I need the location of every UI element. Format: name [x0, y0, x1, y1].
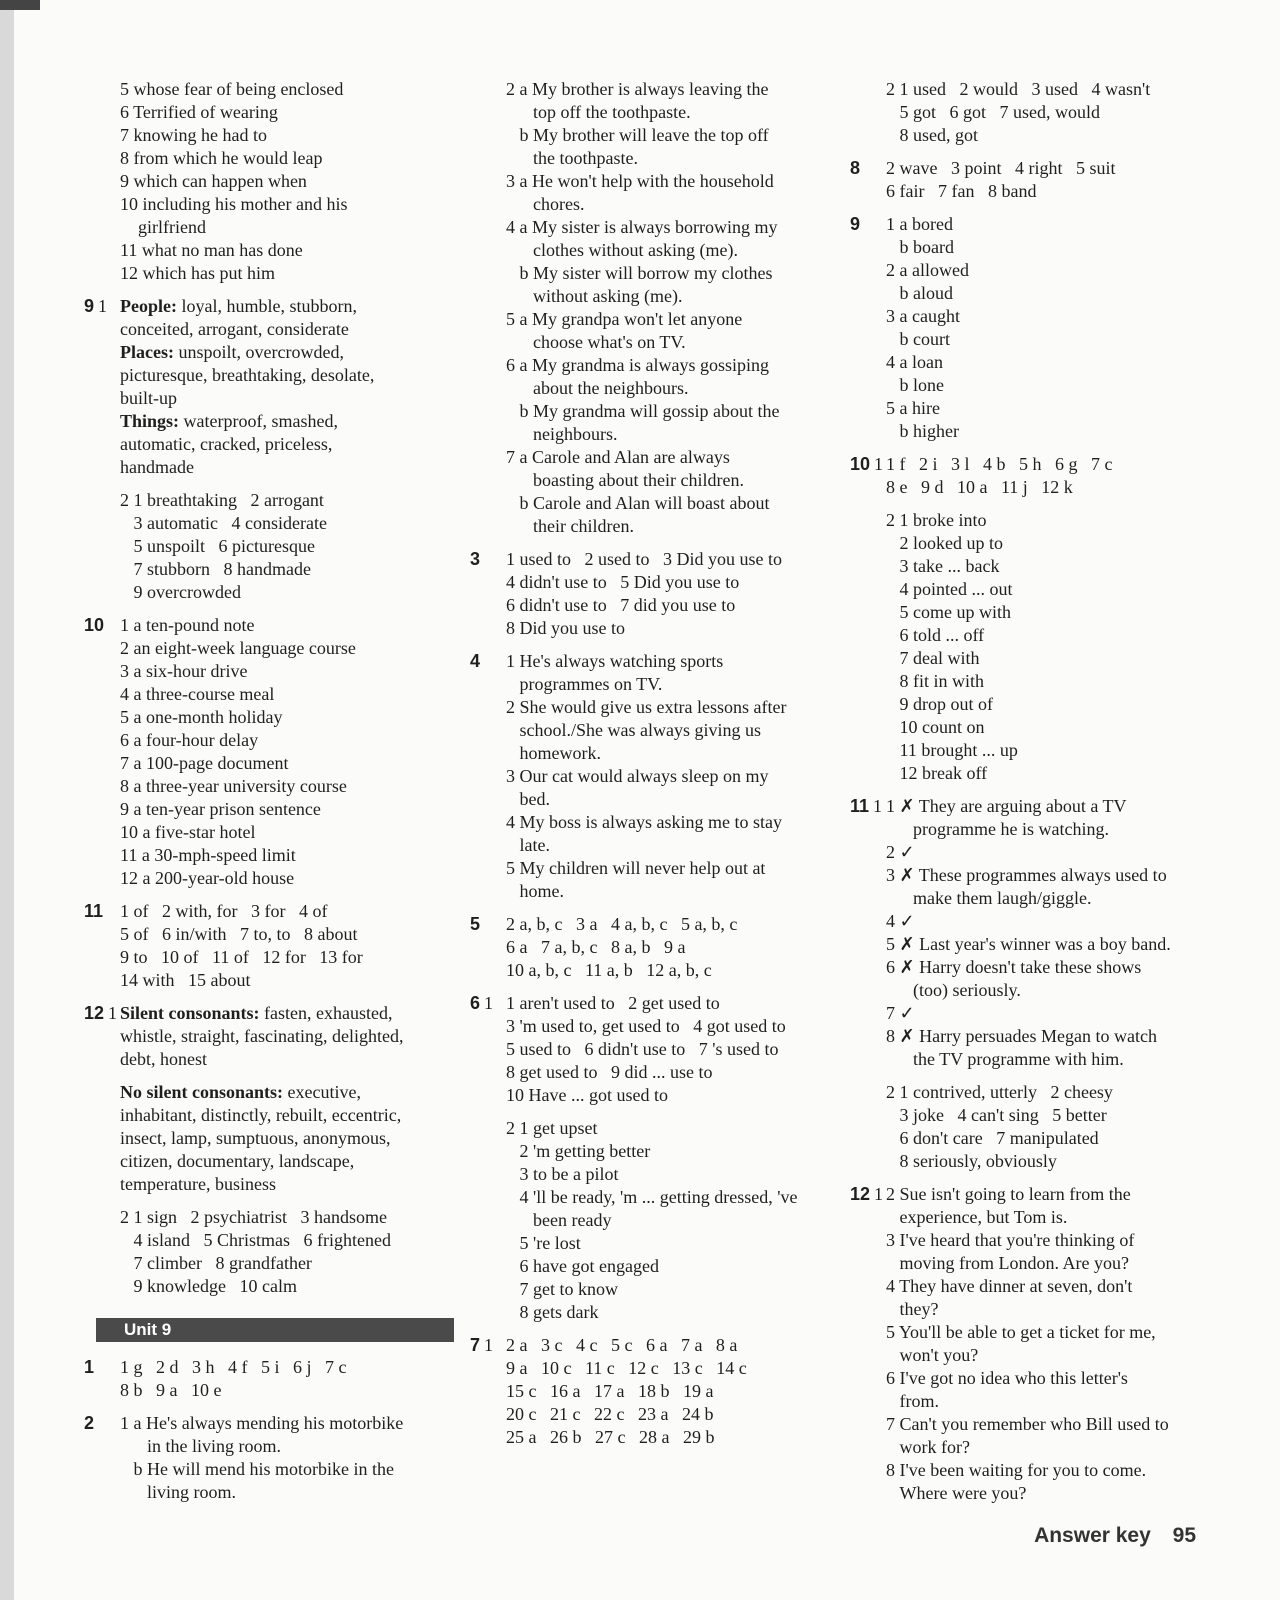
exercise-number: [850, 78, 886, 147]
answer-line: temperature, business: [120, 1174, 276, 1194]
answer-line: 9 a ten-year prison sentence: [120, 799, 321, 819]
answer-column-3: [850, 78, 1200, 1515]
answer-line: 2 Sue isn't going to learn from the: [886, 1184, 1131, 1204]
answer-line: programme he is watching.: [886, 819, 1109, 839]
answer-line: 9 overcrowded: [120, 582, 241, 602]
answer-line: 8 fit in with: [886, 671, 984, 691]
answer-line: programmes on TV.: [506, 674, 663, 694]
answer-section: [84, 1356, 454, 1402]
answer-line: 7 a 100-page document: [120, 753, 289, 773]
answer-line: from.: [886, 1391, 939, 1411]
answer-line: 2 ✓: [886, 842, 915, 862]
answer-line: 2 a 3 c 4 c 5 c 6 a 7 a 8 a: [506, 1335, 738, 1355]
answer-section: [850, 213, 1200, 443]
answer-line: 5 unspoilt 6 picturesque: [120, 536, 315, 556]
answer-line: 11 what no man has done: [120, 240, 303, 260]
answer-line: living room.: [120, 1482, 236, 1502]
exercise-number-text: 8: [850, 158, 861, 178]
answer-line: b higher: [886, 421, 959, 441]
answer-line: been ready: [506, 1210, 612, 1230]
answer-line: [120, 1071, 454, 1081]
answer-line: 4 didn't use to 5 Did you use to: [506, 572, 740, 592]
answer-line: b Carole and Alan will boast about: [506, 493, 770, 513]
exercise-number: [84, 78, 120, 285]
exercise-number-text: 12: [850, 1184, 871, 1204]
answer-section: [84, 489, 454, 604]
sub-exercise-number: 1: [873, 796, 883, 816]
answer-line: 6 I've got no idea who this letter's: [886, 1368, 1128, 1388]
answer-line: 2 wave 3 point 4 right 5 suit: [886, 158, 1116, 178]
exercise-number-text: 9: [84, 296, 95, 316]
answer-line: 6 told ... off: [886, 625, 985, 645]
answer-line: 3 a six-hour drive: [120, 661, 248, 681]
answer-column-2: [470, 78, 840, 1459]
exercise-number: [850, 213, 886, 443]
answer-line: clothes without asking (me).: [506, 240, 738, 260]
exercise-number: [84, 1412, 120, 1504]
answer-line: 9 drop out of: [886, 694, 993, 714]
answer-line: 2 1 broke into: [886, 510, 987, 530]
answer-line: 10 a, b, c 11 a, b 12 a, b, c: [506, 960, 712, 980]
answer-line: moving from London. Are you?: [886, 1253, 1129, 1273]
exercise-number: [84, 1002, 120, 1196]
answer-line: 5 ✗ Last year's winner was a boy band.: [886, 934, 1171, 954]
exercise-number: [470, 913, 506, 982]
answer-line: b He will mend his motorbike in the: [120, 1459, 394, 1479]
exercise-number: [84, 900, 120, 992]
answer-line: 1 a bored: [886, 214, 953, 234]
exercise-number: [470, 1334, 506, 1449]
answer-line: top off the toothpaste.: [506, 102, 691, 122]
answer-section: [470, 650, 840, 903]
answer-line: 3 to be a pilot: [506, 1164, 619, 1184]
answer-line: 2 1 get upset: [506, 1118, 598, 1138]
answer-section: [470, 1334, 840, 1449]
answer-line: the TV programme with him.: [886, 1049, 1124, 1069]
answer-line: without asking (me).: [506, 286, 683, 306]
exercise-number: [84, 1206, 120, 1298]
answer-line: handmade: [120, 457, 194, 477]
answer-section: [470, 78, 840, 538]
page-corner-mark: [0, 0, 40, 10]
exercise-number: [470, 548, 506, 640]
answer-line: 8 e 9 d 10 a 11 j 12 k: [886, 477, 1073, 497]
answer-line: girlfriend: [120, 217, 206, 237]
answer-line: 1 f 2 i 3 l 4 b 5 h 6 g 7 c: [886, 454, 1113, 474]
answer-line: citizen, documentary, landscape,: [120, 1151, 355, 1171]
answer-line: 7 knowing he had to: [120, 125, 267, 145]
answer-line: experience, but Tom is.: [886, 1207, 1068, 1227]
answer-line: 1 He's always watching sports: [506, 651, 724, 671]
exercise-number-text: 9: [850, 214, 861, 234]
answer-line: b aloud: [886, 283, 953, 303]
page-number: 95: [1172, 1524, 1196, 1547]
answer-line: 3 'm used to, get used to 4 got used to: [506, 1016, 786, 1036]
exercise-number: [84, 614, 120, 890]
exercise-number: [84, 295, 120, 479]
answer-section: [84, 1412, 454, 1504]
answer-line: b My sister will borrow my clothes: [506, 263, 773, 283]
answer-line: 14 with 15 about: [120, 970, 251, 990]
answer-line: 1 g 2 d 3 h 4 f 5 i 6 j 7 c: [120, 1357, 347, 1377]
exercise-number: [84, 489, 120, 604]
exercise-number-text: 5: [470, 914, 481, 934]
answer-line: 4 pointed ... out: [886, 579, 1013, 599]
page-footer: [1034, 1524, 1196, 1548]
answer-line: 2 1 contrived, utterly 2 cheesy: [886, 1082, 1113, 1102]
answer-line: 4 ✓: [886, 911, 915, 931]
answer-section: [84, 614, 454, 890]
answer-line: conceited, arrogant, considerate: [120, 319, 349, 339]
sub-exercise-number: 1: [98, 296, 108, 316]
exercise-number-text: 10: [84, 615, 105, 635]
exercise-number-text: 1: [84, 1357, 95, 1377]
answer-line: 12 break off: [886, 763, 988, 783]
answer-line: 8 I've been waiting for you to come.: [886, 1460, 1147, 1480]
exercise-number-text: 10: [850, 454, 871, 474]
answer-line: b lone: [886, 375, 944, 395]
answer-line: insect, lamp, sumptuous, anonymous,: [120, 1128, 391, 1148]
answer-line: 5 got 6 got 7 used, would: [886, 102, 1100, 122]
answer-line: 6 a 7 a, b, c 8 a, b 9 a: [506, 937, 686, 957]
answer-line: b My grandma will gossip about the: [506, 401, 780, 421]
answer-line: 5 whose fear of being enclosed: [120, 79, 344, 99]
answer-line: 10 a five-star hotel: [120, 822, 256, 842]
answer-line: 1 ✗ They are arguing about a TV: [886, 796, 1127, 816]
exercise-number: [850, 1081, 886, 1173]
answer-line: work for?: [886, 1437, 970, 1457]
answer-line: 7 climber 8 grandfather: [120, 1253, 312, 1273]
answer-line: 8 get used to 9 did ... use to: [506, 1062, 713, 1082]
answer-line: 6 didn't use to 7 did you use to: [506, 595, 736, 615]
answer-line: 1 aren't used to 2 get used to: [506, 993, 720, 1013]
answer-line: debt, honest: [120, 1049, 207, 1069]
exercise-number: [84, 1356, 120, 1402]
answer-line: 8 seriously, obviously: [886, 1151, 1057, 1171]
answer-section: [470, 548, 840, 640]
exercise-number: [850, 157, 886, 203]
answer-line: 6 fair 7 fan 8 band: [886, 181, 1037, 201]
answer-line: 12 which has put him: [120, 263, 275, 283]
answer-line: 6 a My grandma is always gossiping: [506, 355, 769, 375]
answer-line: 10 including his mother and his: [120, 194, 348, 214]
answer-line: 3 I've heard that you're thinking of: [886, 1230, 1135, 1250]
answer-column-1: [84, 78, 454, 1514]
answer-section: [84, 78, 454, 285]
answer-line: People: loyal, humble, stubborn,: [120, 296, 357, 316]
answer-line: 1 used to 2 used to 3 Did you use to: [506, 549, 782, 569]
exercise-number-text: 12: [84, 1003, 105, 1023]
exercise-number: [470, 1117, 506, 1324]
answer-line: 2 1 breathtaking 2 arrogant: [120, 490, 324, 510]
sub-exercise-number: 1: [874, 1184, 884, 1204]
exercise-number-text: 11: [84, 901, 104, 921]
answer-line: 7 ✓: [886, 1003, 915, 1023]
answer-section: [850, 453, 1200, 499]
answer-line: neighbours.: [506, 424, 618, 444]
answer-line: 2 an eight-week language course: [120, 638, 356, 658]
answer-line: about the neighbours.: [506, 378, 689, 398]
answer-line: late.: [506, 835, 550, 855]
answer-line: 7 stubborn 8 handmade: [120, 559, 311, 579]
answer-line: 2 1 used 2 would 3 used 4 wasn't: [886, 79, 1151, 99]
answer-line: Silent consonants: fasten, exhausted,: [120, 1003, 393, 1023]
answer-line: 9 which can happen when: [120, 171, 307, 191]
exercise-number: [850, 453, 886, 499]
answer-line: homework.: [506, 743, 601, 763]
answer-line: (too) seriously.: [886, 980, 1021, 1000]
answer-line: 7 get to know: [506, 1279, 618, 1299]
answer-line: whistle, straight, fascinating, delighted,: [120, 1026, 404, 1046]
answer-line: 4 a three-course meal: [120, 684, 275, 704]
answer-section: [850, 509, 1200, 785]
answer-line: their children.: [506, 516, 634, 536]
answer-line: chores.: [506, 194, 585, 214]
answer-line: 4 island 5 Christmas 6 frightened: [120, 1230, 391, 1250]
answer-line: 5 You'll be able to get a ticket for me,: [886, 1322, 1156, 1342]
answer-line: 4 'll be ready, 'm ... getting dressed, 've: [506, 1187, 798, 1207]
answer-line: built-up: [120, 388, 177, 408]
answer-line: boasting about their children.: [506, 470, 744, 490]
answer-line: No silent consonants: executive,: [120, 1082, 361, 1102]
answer-line: 6 have got engaged: [506, 1256, 659, 1276]
answer-line: home.: [506, 881, 564, 901]
answer-line: 7 deal with: [886, 648, 980, 668]
answer-line: 2 looked up to: [886, 533, 1003, 553]
answer-line: 5 used to 6 didn't use to 7 's used to: [506, 1039, 779, 1059]
answer-line: they?: [886, 1299, 939, 1319]
answer-section: [850, 1081, 1200, 1173]
answer-line: 8 b 9 a 10 e: [120, 1380, 222, 1400]
answer-line: 8 a three-year university course: [120, 776, 347, 796]
answer-section: [850, 1183, 1200, 1505]
answer-line: automatic, cracked, priceless,: [120, 434, 333, 454]
answer-line: 2 a, b, c 3 a 4 a, b, c 5 a, b, c: [506, 914, 738, 934]
exercise-number-text: 7: [470, 1335, 481, 1355]
answer-section: [84, 295, 454, 479]
answer-line: 9 to 10 of 11 of 12 for 13 for: [120, 947, 363, 967]
answer-line: 4 a loan: [886, 352, 943, 372]
answer-line: 5 a My grandpa won't let anyone: [506, 309, 743, 329]
answer-line: 8 gets dark: [506, 1302, 599, 1322]
answer-line: 3 joke 4 can't sing 5 better: [886, 1105, 1107, 1125]
answer-line: inhabitant, distinctly, rebuilt, eccentric,: [120, 1105, 402, 1125]
answer-section: [470, 1117, 840, 1324]
answer-line: school./She was always giving us: [506, 720, 761, 740]
answer-line: make them laugh/giggle.: [886, 888, 1092, 908]
answer-line: b My brother will leave the top off: [506, 125, 769, 145]
sub-exercise-number: 1: [484, 993, 494, 1013]
answer-section: [470, 992, 840, 1107]
answer-line: 11 brought ... up: [886, 740, 1018, 760]
answer-line: 12 a 200-year-old house: [120, 868, 295, 888]
answer-line: 3 a He won't help with the household: [506, 171, 774, 191]
exercise-number: [470, 78, 506, 538]
answer-line: 7 Can't you remember who Bill used to: [886, 1414, 1169, 1434]
answer-line: 20 c 21 c 22 c 23 a 24 b: [506, 1404, 714, 1424]
answer-section: [850, 795, 1200, 1071]
answer-line: 7 a Carole and Alan are always: [506, 447, 730, 467]
answer-line: 1 of 2 with, for 3 for 4 of: [120, 901, 328, 921]
answer-line: 6 don't care 7 manipulated: [886, 1128, 1099, 1148]
answer-line: b court: [886, 329, 950, 349]
exercise-number-text: 2: [84, 1413, 95, 1433]
answer-line: 4 They have dinner at seven, don't: [886, 1276, 1133, 1296]
answer-line: 4 My boss is always asking me to stay: [506, 812, 782, 832]
answer-line: Places: unspoilt, overcrowded,: [120, 342, 344, 362]
exercise-number-text: 6: [470, 993, 481, 1013]
answer-line: 8 ✗ Harry persuades Megan to watch: [886, 1026, 1157, 1046]
answer-line: 2 1 sign 2 psychiatrist 3 handsome: [120, 1207, 387, 1227]
answer-line: 5 of 6 in/with 7 to, to 8 about: [120, 924, 358, 944]
answer-line: 6 ✗ Harry doesn't take these shows: [886, 957, 1142, 977]
answer-line: 5 a hire: [886, 398, 940, 418]
answer-line: choose what's on TV.: [506, 332, 686, 352]
answer-line: the toothpaste.: [506, 148, 638, 168]
answer-line: won't you?: [886, 1345, 979, 1365]
exercise-number: [470, 992, 506, 1107]
answer-line: 2 'm getting better: [506, 1141, 651, 1161]
answer-line: 3 Our cat would always sleep on my: [506, 766, 769, 786]
answer-line: 1 a He's always mending his motorbike: [120, 1413, 404, 1433]
exercise-number-text: 11: [850, 796, 870, 816]
page-binding-edge: [0, 0, 14, 1600]
answer-line: 3 ✗ These programmes always used to: [886, 865, 1167, 885]
answer-line: 2 She would give us extra lessons after: [506, 697, 787, 717]
answer-line: 9 knowledge 10 calm: [120, 1276, 297, 1296]
answer-line: 3 a caught: [886, 306, 960, 326]
exercise-number: [470, 650, 506, 903]
exercise-number: [850, 1183, 886, 1505]
answer-line: 8 used, got: [886, 125, 978, 145]
answer-line: 6 Terrified of wearing: [120, 102, 278, 122]
answer-line: in the living room.: [120, 1436, 281, 1456]
answer-line: 5 're lost: [506, 1233, 581, 1253]
answer-line: 2 a My brother is always leaving the: [506, 79, 769, 99]
answer-line: 2 a allowed: [886, 260, 969, 280]
answer-section: [84, 1206, 454, 1298]
unit-heading: Unit 9: [96, 1318, 454, 1342]
answer-line: 5 My children will never help out at: [506, 858, 766, 878]
answer-line: Things: waterproof, smashed,: [120, 411, 338, 431]
sub-exercise-number: 1: [484, 1335, 494, 1355]
answer-line: picturesque, breathtaking, desolate,: [120, 365, 375, 385]
answer-line: 15 c 16 a 17 a 18 b 19 a: [506, 1381, 714, 1401]
footer-label: Answer key: [1034, 1524, 1151, 1547]
answer-line: 6 a four-hour delay: [120, 730, 259, 750]
answer-line: 8 from which he would leap: [120, 148, 323, 168]
answer-line: 3 automatic 4 considerate: [120, 513, 327, 533]
answer-line: 8 Did you use to: [506, 618, 625, 638]
answer-line: 5 a one-month holiday: [120, 707, 283, 727]
answer-line: Where were you?: [886, 1483, 1027, 1503]
answer-section: [850, 78, 1200, 147]
answer-line: 11 a 30-mph-speed limit: [120, 845, 296, 865]
answer-section: [470, 913, 840, 982]
answer-section: [84, 1002, 454, 1196]
answer-line: 10 count on: [886, 717, 985, 737]
answer-line: b board: [886, 237, 954, 257]
sub-exercise-number: 1: [874, 454, 884, 474]
answer-line: 25 a 26 b 27 c 28 a 29 b: [506, 1427, 715, 1447]
exercise-number: [850, 795, 886, 1071]
exercise-number-text: 3: [470, 549, 481, 569]
exercise-number-text: 4: [470, 651, 481, 671]
exercise-number: [850, 509, 886, 785]
sub-exercise-number: 1: [108, 1003, 118, 1023]
answer-section: [850, 157, 1200, 203]
answer-line: 4 a My sister is always borrowing my: [506, 217, 778, 237]
answer-line: 1 a ten-pound note: [120, 615, 255, 635]
answer-line: 5 come up with: [886, 602, 1011, 622]
answer-line: 10 Have ... got used to: [506, 1085, 668, 1105]
answer-section: [84, 900, 454, 992]
answer-line: 3 take ... back: [886, 556, 1000, 576]
answer-line: 9 a 10 c 11 c 12 c 13 c 14 c: [506, 1358, 747, 1378]
answer-line: bed.: [506, 789, 550, 809]
